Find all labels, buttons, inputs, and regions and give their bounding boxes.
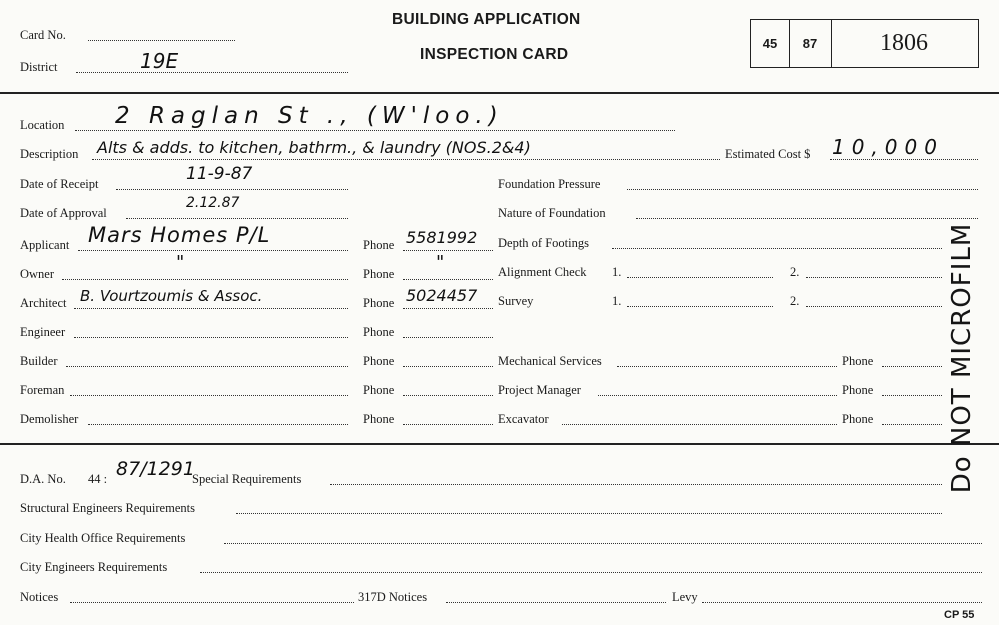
mechanical-line [617, 366, 837, 367]
survey-line-1 [627, 306, 773, 307]
levy-line [702, 602, 982, 603]
date-receipt-value: 11-9-87 [186, 164, 253, 184]
foundation-pressure-line [627, 189, 978, 190]
structural-line [236, 513, 942, 514]
location-value: 2 Raglan St ., (W'loo.) [115, 103, 504, 129]
applicant-label: Applicant [20, 238, 70, 252]
box-cell-1: 45 [751, 20, 790, 67]
health-label: City Health Office Requirements [20, 531, 186, 545]
estimated-cost-line [830, 159, 978, 160]
builder-phone-line [403, 366, 493, 367]
engineer-phone-line [403, 337, 493, 338]
architect-phone-line [403, 308, 493, 309]
health-line [224, 543, 982, 544]
project-manager-line [598, 395, 837, 396]
nature-foundation-label: Nature of Foundation [498, 206, 606, 220]
mechanical-phone-line [882, 366, 942, 367]
da-label: D.A. No. [20, 472, 66, 486]
builder-line [66, 366, 348, 367]
notices-line [70, 602, 354, 603]
architect-label: Architect [20, 296, 67, 310]
district-value: 19E [140, 49, 179, 73]
location-label: Location [20, 118, 65, 132]
da-prefix: 44 : [88, 472, 108, 486]
mechanical-label: Mechanical Services [498, 354, 602, 368]
city-engineers-line [200, 572, 982, 573]
alignment-check-label: Alignment Check [498, 265, 587, 279]
district-label: District [20, 60, 58, 74]
architect-line [74, 308, 348, 309]
foreman-phone-line [403, 395, 493, 396]
engineer-label: Engineer [20, 325, 66, 339]
excavator-phone-label: Phone [842, 412, 874, 426]
description-label: Description [20, 147, 79, 161]
demolisher-phone-line [403, 424, 493, 425]
date-approval-line [126, 218, 348, 219]
survey-num-1: 1. [612, 294, 622, 308]
foundation-pressure-label: Foundation Pressure [498, 177, 601, 191]
owner-line [62, 279, 348, 280]
date-receipt-line [116, 189, 348, 190]
alignment-line-2 [806, 277, 942, 278]
survey-line-2 [806, 306, 942, 307]
date-approval-value: 2.12.87 [186, 195, 240, 211]
applicant-value: Mars Homes P/L [88, 223, 271, 247]
date-receipt-label: Date of Receipt [20, 177, 99, 191]
alignment-num-2: 2. [790, 265, 800, 279]
depth-footings-line [612, 248, 942, 249]
architect-phone-label: Phone [363, 296, 395, 310]
do-not-microfilm-stamp: Do NOT MICROFILM [947, 222, 977, 494]
foreman-phone-label: Phone [363, 383, 395, 397]
special-req-line [330, 484, 942, 485]
applicant-phone-line [403, 250, 493, 251]
excavator-line [562, 424, 837, 425]
demolisher-line [88, 424, 348, 425]
architect-phone-value: 5024457 [406, 286, 478, 305]
card-no-line [88, 40, 235, 41]
nature-foundation-line [636, 218, 978, 219]
description-line [92, 159, 720, 160]
owner-label: Owner [20, 267, 55, 281]
alignment-num-1: 1. [612, 265, 622, 279]
form-code: CP 55 [944, 609, 975, 621]
alignment-line-1 [627, 277, 773, 278]
location-line [75, 130, 675, 131]
da-value: 87/1291 [116, 458, 195, 480]
engineer-phone-label: Phone [363, 325, 395, 339]
box-cell-2: 87 [789, 20, 832, 67]
description-value: Alts & adds. to kitchen, bathrm., & laundry (NOS.2&4) [97, 138, 531, 157]
estimated-cost-label: Estimated Cost $ [725, 147, 811, 161]
applicant-phone-label: Phone [363, 238, 395, 252]
survey-num-2: 2. [790, 294, 800, 308]
owner-phone-label: Phone [363, 267, 395, 281]
project-manager-phone-label: Phone [842, 383, 874, 397]
applicant-line [78, 250, 348, 251]
box-cell-3: 1806 [880, 30, 928, 56]
applicant-phone-value: 5581992 [406, 228, 478, 247]
district-line [76, 72, 348, 73]
title-line2: INSPECTION CARD [420, 46, 569, 63]
notices-317d-label: 317D Notices [358, 590, 428, 604]
owner-phone-line [403, 279, 493, 280]
date-approval-label: Date of Approval [20, 206, 107, 220]
project-manager-phone-line [882, 395, 942, 396]
special-req-label: Special Requirements [192, 472, 302, 486]
city-engineers-label: City Engineers Requirements [20, 560, 168, 574]
builder-label: Builder [20, 354, 58, 368]
demolisher-phone-label: Phone [363, 412, 395, 426]
owner-phone-value: " [436, 252, 445, 273]
depth-footings-label: Depth of Footings [498, 236, 589, 250]
excavator-phone-line [882, 424, 942, 425]
card-no-label: Card No. [20, 28, 66, 42]
title-line1: BUILDING APPLICATION [392, 11, 581, 28]
structural-label: Structural Engineers Requirements [20, 501, 195, 515]
notices-317d-line [446, 602, 666, 603]
survey-label: Survey [498, 294, 534, 308]
builder-phone-label: Phone [363, 354, 395, 368]
architect-value: B. Vourtzoumis & Assoc. [80, 287, 263, 305]
excavator-label: Excavator [498, 412, 549, 426]
engineer-line [74, 337, 348, 338]
estimated-cost-value: 10,000 [832, 135, 944, 159]
levy-label: Levy [672, 590, 698, 604]
owner-value: " [176, 252, 185, 273]
notices-label: Notices [20, 590, 59, 604]
top-rule [0, 92, 999, 94]
middle-rule [0, 443, 999, 445]
foreman-label: Foreman [20, 383, 65, 397]
project-manager-label: Project Manager [498, 383, 581, 397]
demolisher-label: Demolisher [20, 412, 79, 426]
mechanical-phone-label: Phone [842, 354, 874, 368]
card-number-box [750, 19, 979, 68]
foreman-line [70, 395, 348, 396]
